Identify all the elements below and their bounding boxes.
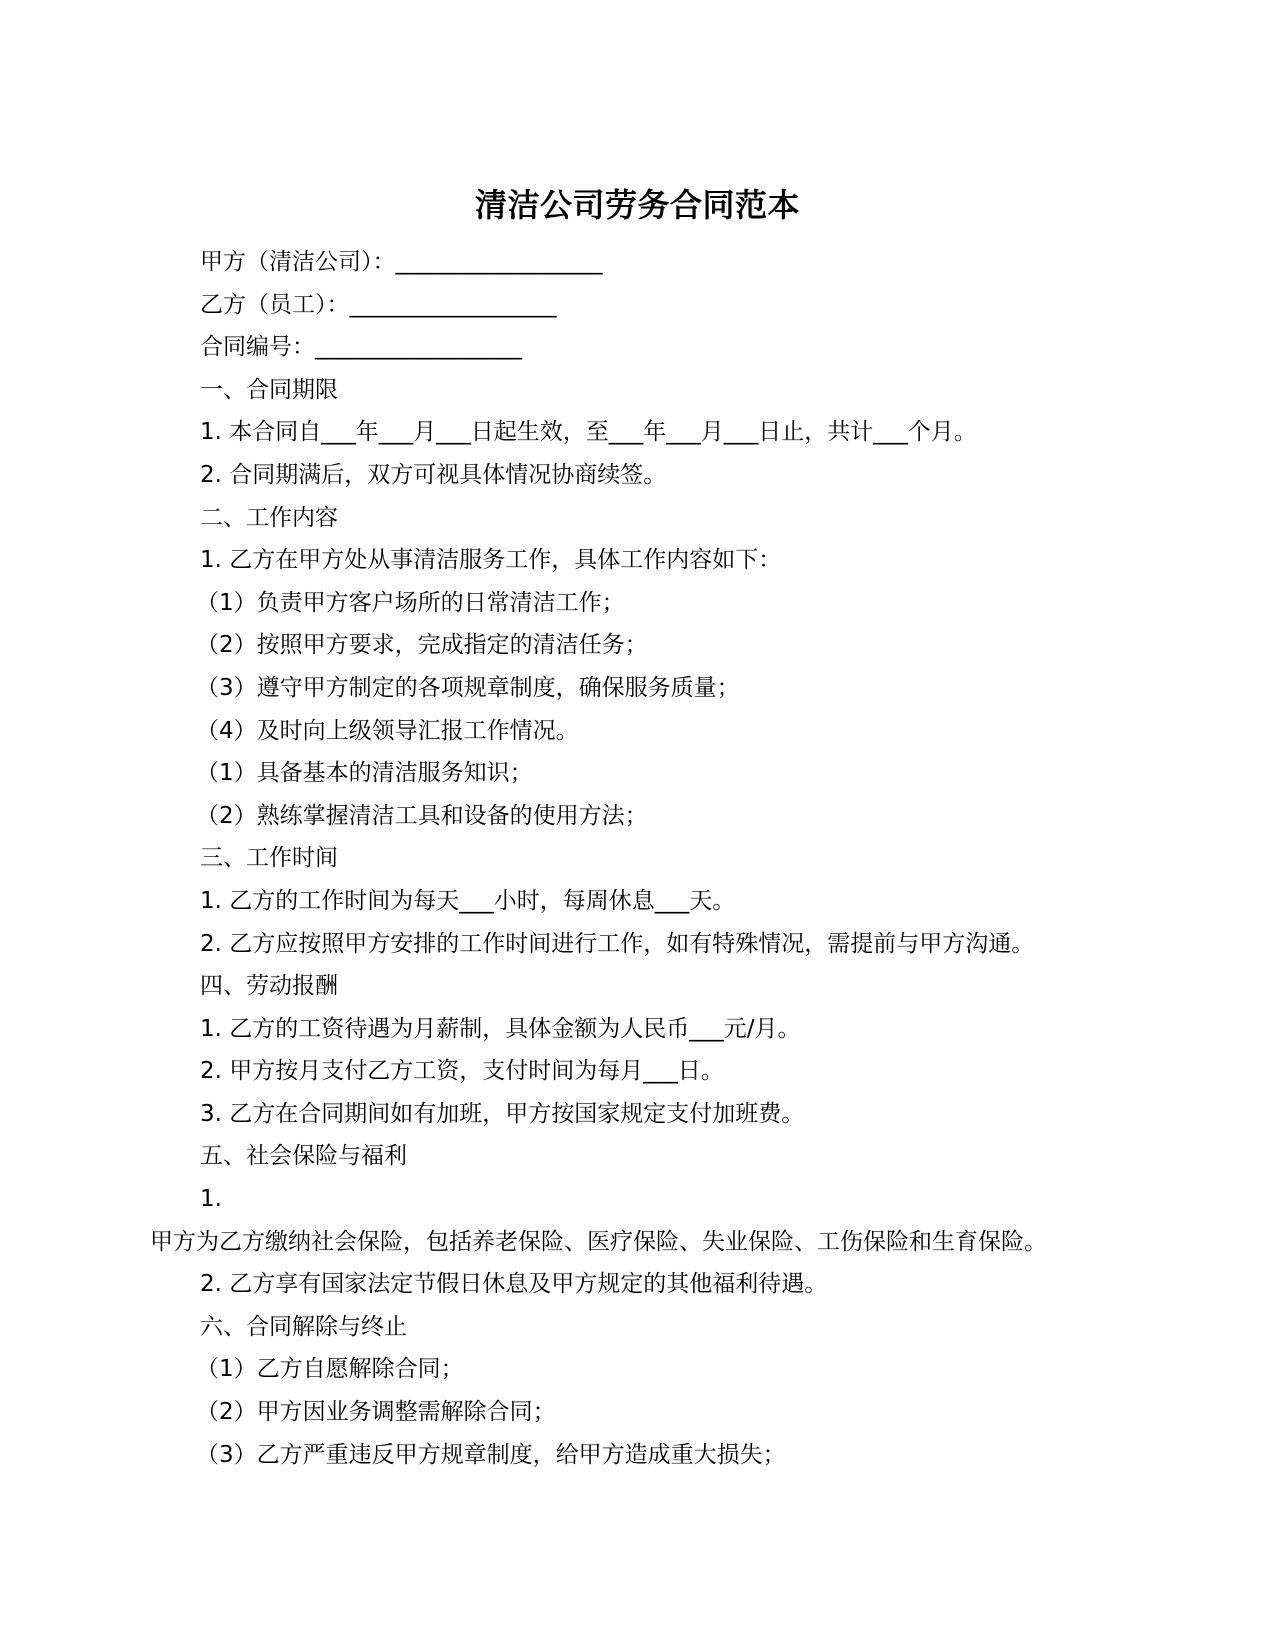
sub-clause-line: （1）负责甲方客户场所的日常清洁工作； (196, 589, 625, 616)
document-body (0, 241, 1275, 1476)
sub-clause-line: （1）乙方自愿解除合同； (196, 1356, 464, 1383)
sub-clause-line: （3）遵守甲方制定的各项规章制度，确保服务质量； (196, 674, 740, 701)
clause-line: 2. 乙方应按照甲方安排的工作时间进行工作，如有特殊情况，需提前与甲方沟通。 (200, 930, 1035, 957)
clause-line: 2. 乙方享有国家法定节假日休息及甲方规定的其他福利待遇。 (200, 1271, 828, 1298)
party-a-line: 甲方（清洁公司）：__________________ (200, 249, 603, 275)
sub-clause-line: （2）熟练掌握清洁工具和设备的使用方法； (196, 802, 648, 829)
clause-line: 1. 乙方在甲方处从事清洁服务工作，具体工作内容如下： (200, 547, 782, 574)
sub-clause-line: （1）具备基本的清洁服务知识； (196, 760, 533, 787)
clause-line: 1. 本合同自___年___月___日起生效，至___年___月___日止，共计___个月。 (200, 419, 977, 446)
sub-clause-line: （2）按照甲方要求，完成指定的清洁任务； (196, 632, 648, 659)
clause-line: 1. 乙方的工资待遇为月薪制，具体金额为人民币___元/月。 (200, 1015, 801, 1042)
clause-line: 3. 乙方在合同期间如有加班，甲方按国家规定支付加班费。 (200, 1100, 805, 1127)
party-b-line: 乙方（员工）：__________________ (200, 291, 557, 318)
clause-line: 1. 乙方的工作时间为每天___小时，每周休息___天。 (200, 887, 736, 914)
clause-line: 2. 甲方按月支付乙方工资，支付时间为每月___日。 (200, 1058, 724, 1085)
sub-clause-line: （2）甲方因业务调整需解除合同； (196, 1399, 556, 1426)
clause-number: 1. (200, 1186, 222, 1213)
document-title: 清洁公司劳务合同范本 (474, 186, 800, 224)
section-heading: 一、合同期限 (200, 376, 338, 403)
section-heading: 六、合同解除与终止 (200, 1313, 407, 1340)
clause-line: 2. 合同期满后，双方可视具体情况协商续签。 (200, 461, 667, 488)
section-heading: 二、工作内容 (200, 504, 338, 531)
sub-clause-line: （4）及时向上级领导汇报工作情况。 (196, 717, 579, 744)
clause-line: 甲方为乙方缴纳社会保险，包括养老保险、医疗保险、失业保险、工伤保险和生育保险。 (150, 1228, 1047, 1255)
sub-clause-line: （3）乙方严重违反甲方规章制度，给甲方造成重大损失； (196, 1441, 786, 1468)
section-heading: 三、工作时间 (200, 845, 338, 872)
contract-number-line: 合同编号：__________________ (200, 334, 522, 361)
section-heading: 四、劳动报酬 (200, 973, 338, 1000)
section-heading: 五、社会保险与福利 (200, 1143, 407, 1170)
